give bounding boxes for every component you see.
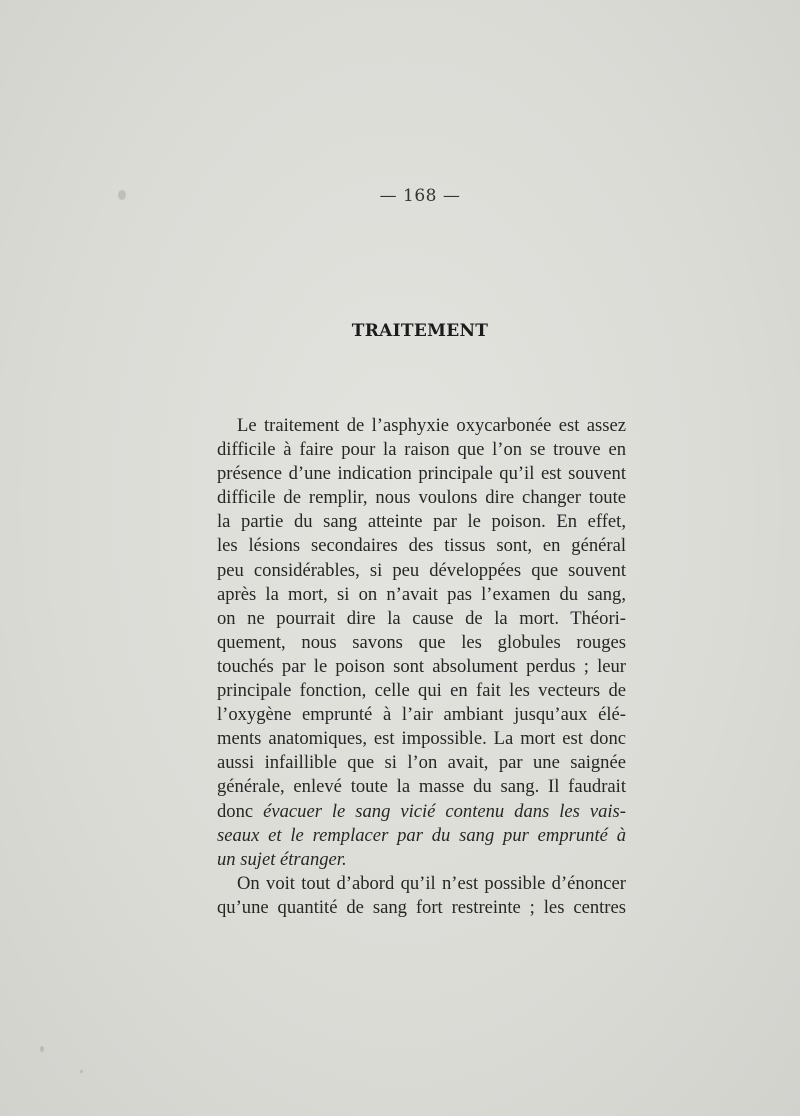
section-title: TRAITEMENT xyxy=(351,321,489,341)
paper-stain xyxy=(80,1070,83,1073)
text-line: touchés par le poison sont absolument perdus ; leur xyxy=(217,655,626,677)
page-number: — 168 — xyxy=(379,186,461,206)
plain-text: donc xyxy=(217,800,264,822)
italic-text: évacuer le sang vicié contenu dans les vais- xyxy=(263,800,626,822)
text-line: ments anatomiques, est impossible. La mort est donc xyxy=(217,728,626,750)
text-line: générale, enlevé toute la masse du sang. Il faudrait xyxy=(217,776,626,798)
italic-text-line: un sujet étranger. xyxy=(217,848,347,870)
text-line: On voit tout d’abord qu’il n’est possible d’énoncer xyxy=(237,872,626,894)
body-paragraphs xyxy=(217,414,626,920)
text-line: Le traitement de l’asphyxie oxycarbonée est assez xyxy=(237,415,626,436)
reverse-page-bleed-through xyxy=(215,220,635,244)
paper-stain xyxy=(40,1046,44,1052)
text-line: principale fonction, celle qui en fait les vecteurs de xyxy=(217,680,626,702)
text-line: quement, nous savons que les globules rouges xyxy=(217,631,626,653)
text-line: difficile à faire pour la raison que l’on se trouve en xyxy=(217,439,626,461)
text-line: qu’une quantité de sang fort restreinte ; les centres xyxy=(217,896,626,918)
text-line: les lésions secondaires des tissus sont, en général xyxy=(217,535,626,557)
text-line-mixed xyxy=(217,800,626,824)
text-line: présence d’une indication principale qu’il est souvent xyxy=(217,463,626,485)
text-line: on ne pourrait dire la cause de la mort. Théori- xyxy=(217,607,626,629)
text-line: l’oxygène emprunté à l’air ambiant jusqu’aux élé- xyxy=(217,704,626,726)
italic-text-line: seaux et le remplacer par du sang pur emprunté à xyxy=(217,824,626,846)
text-line: peu considérables, si peu développées que souvent xyxy=(217,559,626,581)
text-line: la partie du sang atteinte par le poison. En effet, xyxy=(217,511,626,533)
text-line: aussi infaillible que si l’on avait, par une saignée xyxy=(217,752,626,774)
text-line: difficile de remplir, nous voulons dire changer toute xyxy=(217,487,626,509)
text-line: après la mort, si on n’avait pas l’examen du sang, xyxy=(217,583,626,605)
